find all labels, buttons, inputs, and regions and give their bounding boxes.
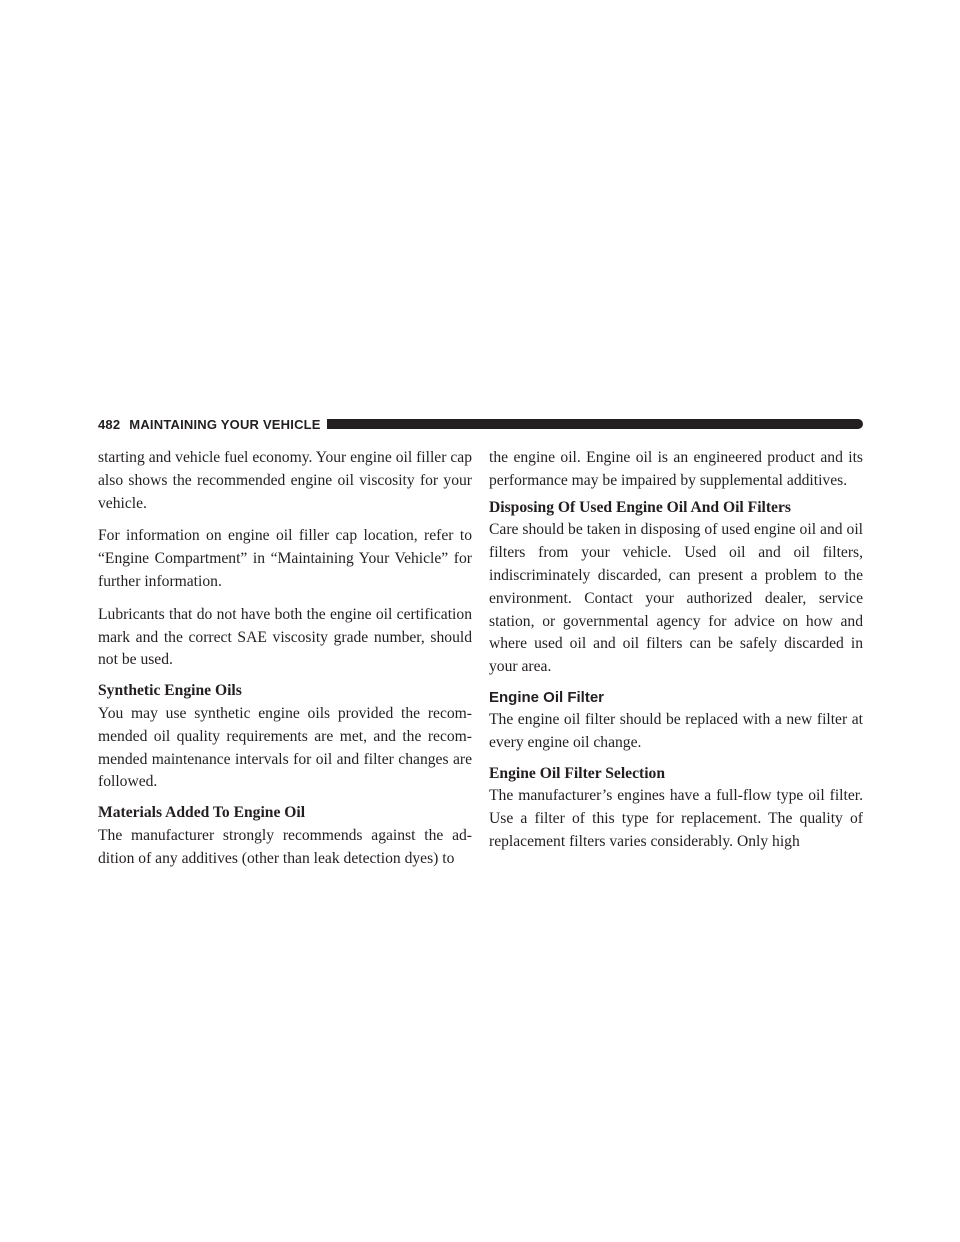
left-column <box>98 447 472 881</box>
paragraph-fuel-economy: starting and vehicle fuel economy. Your engine oil filler cap also shows the recommended engine oil viscosity for your vehicle. <box>98 449 472 512</box>
paragraph-synthetic-oils: You may use synthetic engine oils provided the recommended oil quality requirements are met, and the recommended maintenance intervals for oil and filter changes are followed. <box>98 704 472 791</box>
page-number: 482 <box>98 416 121 432</box>
heading-materials-added: Materials Added To Engine Oil <box>98 804 306 822</box>
section-title: MAINTAINING YOUR VEHICLE <box>129 416 321 432</box>
paragraph-filler-cap-location: For information on engine oil filler cap location, refer to “Engine Compartment” in “Maintaining Your Vehicle” for further information. <box>98 527 472 590</box>
right-column <box>489 447 863 864</box>
heading-synthetic-engine-oils: Synthetic Engine Oils <box>98 682 242 700</box>
heading-filter-selection: Engine Oil Filter Selection <box>489 764 665 782</box>
heading-disposing-used-oil: Disposing Of Used Engine Oil And Oil Filters <box>489 498 791 516</box>
paragraph-disposing: Care should be taken in disposing of used engine oil and oil filters from your vehicle. Used oil and oil filters, indiscriminately discarded, can present a problem to the environment. Contact your authorized dealer, service station, or governmental agency for advice on how and where used oil and oil filters can be safely discarded in your area. <box>489 521 863 676</box>
page-header <box>98 414 863 434</box>
heading-engine-oil-filter: Engine Oil Filter <box>489 688 605 706</box>
paragraph-additives: The manufacturer strongly recommends against the addition of any additives (other than leak detection dyes) to <box>98 826 472 867</box>
paragraph-filter-selection: The manufacturer’s engines have a full-flow type oil filter. Use a filter of this type for replacement. The quality of replacement filters varies considerably. Only high <box>489 787 863 850</box>
header-rule <box>327 419 863 429</box>
paragraph-lubricants: Lubricants that do not have both the engine oil certification mark and the correct SAE viscosity grade number, should not be used. <box>98 605 472 669</box>
paragraph-filter-replacement: The engine oil filter should be replaced with a new filter at every engine oil change. <box>489 710 863 751</box>
paragraph-engineered-product: the engine oil. Engine oil is an engineered product and its performance may be impaired by supplemental additives. <box>489 449 863 489</box>
